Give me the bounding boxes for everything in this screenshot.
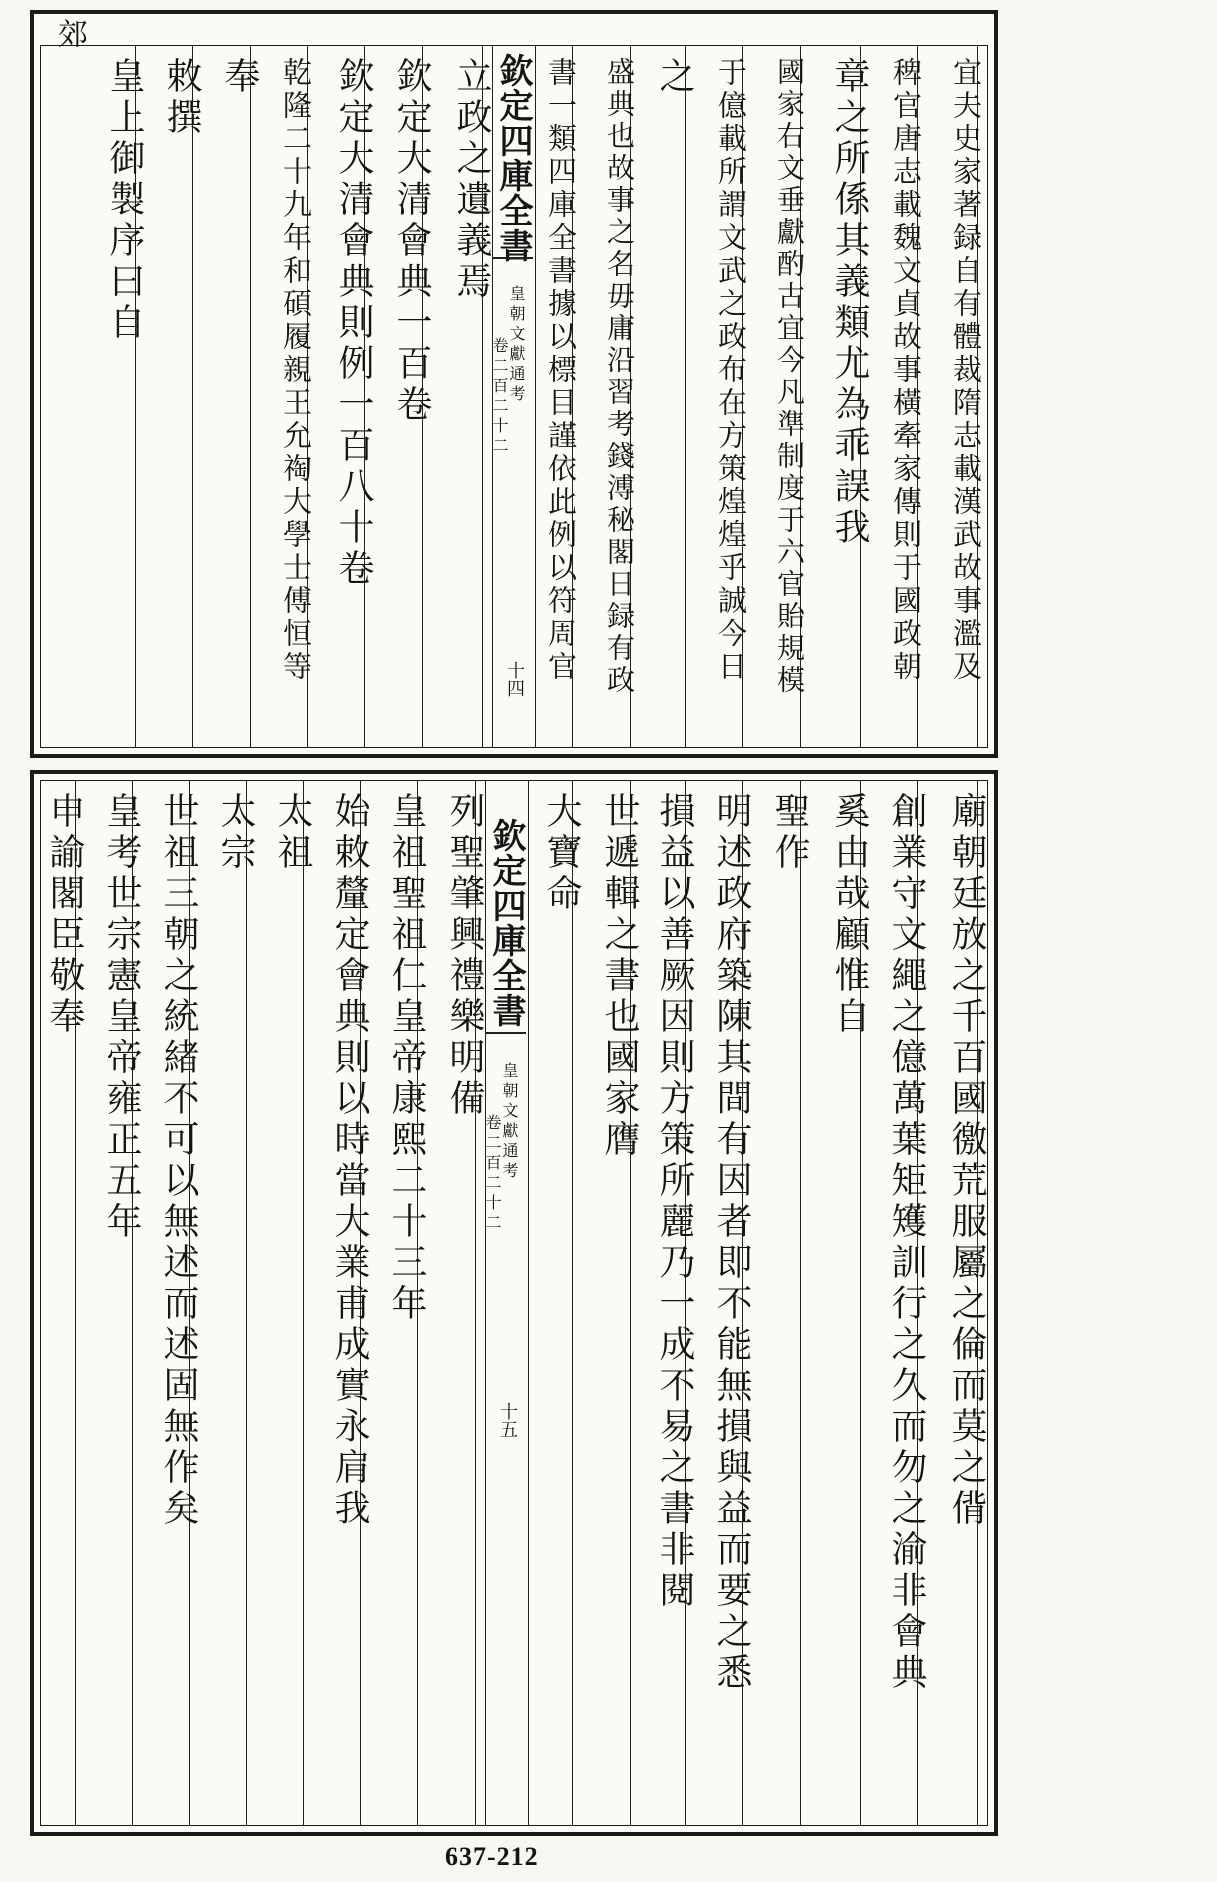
top-right-text-column: 宜夫史家著録自有體裁隋志載漢武故事濫及 (949, 57, 983, 684)
footer-page-number: 637-212 (445, 1842, 539, 1871)
bottom-fold-subtitle: 皇朝文獻通考 (500, 1062, 519, 1182)
top-left-text-column: 欽定大清會典一百卷 (391, 57, 432, 426)
top-fold-title: 欽定四庫全書 (493, 53, 533, 263)
bottom-left-text-column: 世祖三朝之統緒不可以無述而述固無作矣 (158, 792, 199, 1530)
corner-tab-label: 郊 (52, 18, 87, 48)
bottom-right-text-column: 明述政府築陳其間有因者即不能無損與益而要之悉 (711, 792, 752, 1694)
top-fold-volume: 卷二百二十二 (490, 337, 509, 457)
top-right-rule (685, 45, 686, 748)
bottom-right-text-column: 大寶命 (541, 792, 582, 915)
top-fold-page-number: 十四 (504, 661, 525, 697)
top-left-text-column: 乾隆二十九年和碩履親王允祹大學士傅恒等 (279, 57, 313, 684)
bottom-right-text-column: 奚由哉顧惟自 (829, 792, 870, 1038)
bottom-left-text-column: 列聖肇興禮樂明備 (444, 792, 485, 1120)
top-left-text-column: 皇上御製序曰自 (104, 57, 145, 344)
bottom-right-text-column: 損益以善厥因則方策所麗乃一成不易之書非閱 (654, 792, 695, 1612)
bottom-left-text-column: 申諭閣臣敬奉 (44, 792, 85, 1038)
top-right-text-column: 國家右文垂獻酌古宜今凡準制度于六官貽規模 (773, 57, 806, 697)
bottom-fold-page-number: 十五 (497, 1402, 518, 1438)
bottom-fold-volume: 卷二百二十二 (483, 1114, 502, 1234)
top-left-text-column: 欽定大清會典則例一百八十卷 (333, 57, 374, 590)
top-fold-subtitle: 皇朝文獻通考 (507, 285, 526, 405)
top-right-text-column: 稗官唐志載魏文貞故事橫牽家傳則于國政朝 (889, 57, 923, 684)
top-fish-tail (493, 257, 533, 273)
bottom-fish-tail (486, 1032, 526, 1048)
bottom-fold-column (485, 780, 529, 1826)
bottom-left-text-column: 始敕釐定會典則以時當大業甫成實永肩我 (329, 792, 370, 1530)
bottom-left-rule (246, 780, 247, 1826)
top-left-text-column: 奉 (219, 57, 260, 98)
bottom-right-text-column: 廟朝廷放之千百國徼荒服屬之倫而莫之偝 (946, 792, 987, 1530)
top-left-text-column: 敕撰 (161, 57, 202, 139)
bottom-right-text-column: 聖作 (769, 792, 810, 874)
top-fold-column (492, 45, 536, 748)
top-left-rule (250, 45, 251, 748)
top-right-text-column: 章之所係其義類尤為乖誤我 (829, 57, 870, 549)
bottom-left-text-column: 太祖 (272, 792, 313, 874)
bottom-left-text-column: 皇考世宗憲皇帝雍正五年 (101, 792, 142, 1243)
bottom-right-text-column: 世遞輯之書也國家膺 (599, 792, 640, 1161)
bottom-right-rule (572, 780, 573, 1826)
bottom-fold-title: 欽定四庫全書 (486, 818, 526, 1028)
top-right-text-column: 書一類四庫全書據以標目謹依此例以符周官 (544, 57, 578, 684)
top-right-text-column: 之 (654, 57, 695, 98)
bottom-left-text-column: 皇祖聖祖仁皇帝康熙二十三年 (386, 792, 427, 1325)
top-left-rule (192, 45, 193, 748)
top-right-text-column: 盛典也故事之名毋庸沿習考錢溥秘閣日録有政 (603, 57, 636, 697)
bottom-left-rule (303, 780, 304, 1826)
bottom-right-text-column: 創業守文繩之億萬葉矩矱訓行之久而勿之渝非會典 (886, 792, 927, 1694)
top-left-text-column: 立政之遺義焉 (451, 57, 492, 303)
top-right-text-column: 于億載所謂文武之政布在方策煌煌乎誠今日 (714, 57, 748, 684)
bottom-left-text-column: 太宗 (215, 792, 256, 874)
bottom-right-rule (800, 780, 801, 1826)
